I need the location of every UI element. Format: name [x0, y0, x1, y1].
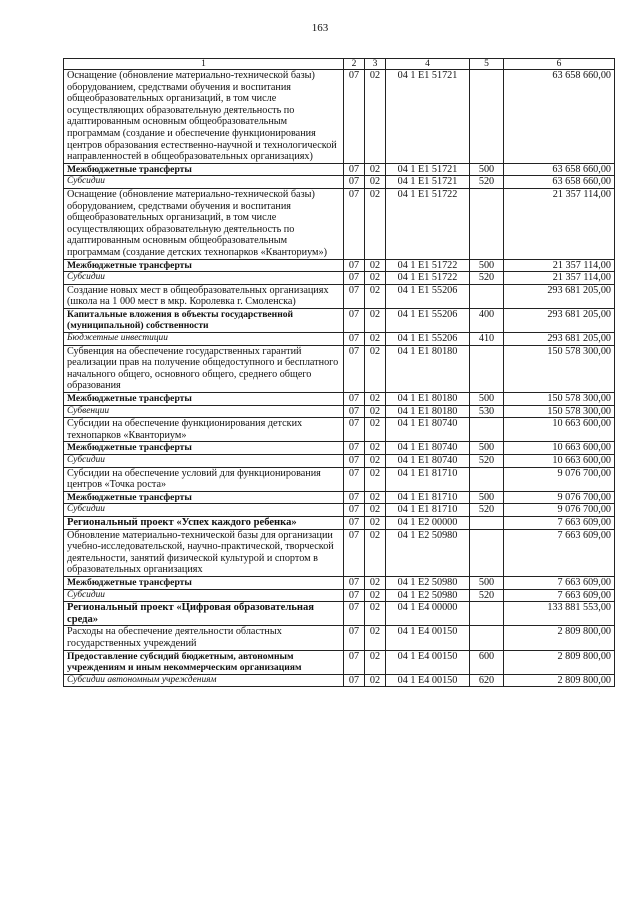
column-header: 6 — [504, 59, 615, 70]
amount-cell: 63 658 660,00 — [504, 163, 615, 176]
row-name-cell: Региональный проект «Цифровая образовательная среда» — [64, 602, 344, 626]
row-name-cell: Капитальные вложения в объекты государственной (муниципальной) собственности — [64, 308, 344, 332]
amount-cell: 293 681 205,00 — [504, 284, 615, 308]
table-row — [64, 674, 615, 687]
amount-cell: 21 357 114,00 — [504, 272, 615, 285]
section-code-cell: 07 — [344, 442, 365, 455]
amount-cell: 63 658 660,00 — [504, 70, 615, 164]
page-number: 163 — [311, 22, 329, 34]
expense-type-cell: 520 — [470, 455, 504, 468]
table-row — [64, 163, 615, 176]
section-code-cell: 07 — [344, 284, 365, 308]
target-article-cell: 04 1 E4 00150 — [386, 626, 470, 650]
amount-cell: 9 076 700,00 — [504, 504, 615, 517]
subsection-code-cell: 02 — [365, 589, 386, 602]
section-code-cell: 07 — [344, 188, 365, 259]
amount-cell: 10 663 600,00 — [504, 418, 615, 442]
expense-type-cell: 410 — [470, 333, 504, 346]
target-article-cell: 04 1 E2 50980 — [386, 529, 470, 576]
subsection-code-cell: 02 — [365, 163, 386, 176]
target-article-cell: 04 1 E1 51722 — [386, 259, 470, 272]
row-name-cell: Субвенции — [64, 405, 344, 418]
target-article-cell: 04 1 E2 50980 — [386, 589, 470, 602]
subsection-code-cell: 02 — [365, 504, 386, 517]
table-row — [64, 405, 615, 418]
row-name-cell: Бюджетные инвестиции — [64, 333, 344, 346]
amount-cell: 2 809 800,00 — [504, 626, 615, 650]
row-name-cell: Межбюджетные трансферты — [64, 491, 344, 504]
column-header: 2 — [344, 59, 365, 70]
column-header: 5 — [470, 59, 504, 70]
amount-cell: 150 578 300,00 — [504, 405, 615, 418]
target-article-cell: 04 1 E1 55206 — [386, 308, 470, 332]
subsection-code-cell: 02 — [365, 393, 386, 406]
row-name-cell: Субвенция на обеспечение государственных гарантий реализации прав на получение общедоступного и бесплатного начального общего, основного общего, среднего общего образования — [64, 345, 344, 392]
row-name-cell: Субсидии на обеспечение условий для функционирования центров «Точка роста» — [64, 467, 344, 491]
section-code-cell: 07 — [344, 491, 365, 504]
subsection-code-cell: 02 — [365, 259, 386, 272]
target-article-cell: 04 1 E1 51721 — [386, 176, 470, 189]
expense-type-cell: 520 — [470, 504, 504, 517]
target-article-cell: 04 1 E1 80180 — [386, 393, 470, 406]
target-article-cell: 04 1 E1 55206 — [386, 333, 470, 346]
subsection-code-cell: 02 — [365, 529, 386, 576]
target-article-cell: 04 1 E1 81710 — [386, 491, 470, 504]
table-row — [64, 626, 615, 650]
amount-cell: 293 681 205,00 — [504, 333, 615, 346]
amount-cell: 293 681 205,00 — [504, 308, 615, 332]
section-code-cell: 07 — [344, 650, 365, 674]
column-header: 3 — [365, 59, 386, 70]
table-row — [64, 491, 615, 504]
subsection-code-cell: 02 — [365, 188, 386, 259]
subsection-code-cell: 02 — [365, 491, 386, 504]
subsection-code-cell: 02 — [365, 442, 386, 455]
subsection-code-cell: 02 — [365, 602, 386, 626]
row-name-cell: Межбюджетные трансферты — [64, 576, 344, 589]
expense-type-cell: 530 — [470, 405, 504, 418]
expense-type-cell: 500 — [470, 442, 504, 455]
section-code-cell: 07 — [344, 674, 365, 687]
expense-type-cell — [470, 467, 504, 491]
table-row — [64, 455, 615, 468]
section-code-cell: 07 — [344, 467, 365, 491]
table-row — [64, 529, 615, 576]
section-code-cell: 07 — [344, 418, 365, 442]
row-name-cell: Оснащение (обновление материально-технической базы) оборудованием, средствами обучения и воспитания общеобразовательных организаций, в том числе осуществляющих образовательную деятельность по адаптированным основным общеобразовательным программам (создание и обеспечение функционирования центров образования естественно-научной и технологической направленностей в общеобразовательных организациях) — [64, 70, 344, 164]
target-article-cell: 04 1 E1 80740 — [386, 442, 470, 455]
target-article-cell: 04 1 E1 81710 — [386, 467, 470, 491]
amount-cell: 133 881 553,00 — [504, 602, 615, 626]
target-article-cell: 04 1 E2 50980 — [386, 576, 470, 589]
expense-type-cell — [470, 418, 504, 442]
expense-type-cell — [470, 626, 504, 650]
expense-type-cell: 500 — [470, 163, 504, 176]
amount-cell: 21 357 114,00 — [504, 259, 615, 272]
expense-type-cell — [470, 516, 504, 529]
target-article-cell: 04 1 E1 80180 — [386, 345, 470, 392]
section-code-cell: 07 — [344, 626, 365, 650]
expense-type-cell: 520 — [470, 176, 504, 189]
subsection-code-cell: 02 — [365, 70, 386, 164]
target-article-cell: 04 1 E1 55206 — [386, 284, 470, 308]
target-article-cell: 04 1 E1 80180 — [386, 405, 470, 418]
expense-type-cell: 500 — [470, 576, 504, 589]
target-article-cell: 04 1 E2 00000 — [386, 516, 470, 529]
subsection-code-cell: 02 — [365, 405, 386, 418]
row-name-cell: Субсидии автономным учреждениям — [64, 674, 344, 687]
table-row — [64, 393, 615, 406]
expense-type-cell: 500 — [470, 393, 504, 406]
column-header: 4 — [386, 59, 470, 70]
subsection-code-cell: 02 — [365, 308, 386, 332]
row-name-cell: Межбюджетные трансферты — [64, 442, 344, 455]
section-code-cell: 07 — [344, 308, 365, 332]
table-row — [64, 589, 615, 602]
table-row — [64, 504, 615, 517]
table-row — [64, 333, 615, 346]
expense-type-cell: 600 — [470, 650, 504, 674]
expense-type-cell — [470, 70, 504, 164]
row-name-cell: Расходы на обеспечение деятельности областных государственных учреждений — [64, 626, 344, 650]
table-row — [64, 418, 615, 442]
subsection-code-cell: 02 — [365, 576, 386, 589]
section-code-cell: 07 — [344, 504, 365, 517]
section-code-cell: 07 — [344, 176, 365, 189]
target-article-cell: 04 1 E1 51722 — [386, 272, 470, 285]
subsection-code-cell: 02 — [365, 674, 386, 687]
amount-cell: 7 663 609,00 — [504, 516, 615, 529]
row-name-cell: Обновление материально-технической базы для организации учебно-исследовательской, научно-практической, творческой деятельности, занятий физической культурой и спортом в образовательных организациях — [64, 529, 344, 576]
subsection-code-cell: 02 — [365, 176, 386, 189]
row-name-cell: Субсидии — [64, 589, 344, 602]
expense-type-cell: 520 — [470, 272, 504, 285]
table-row — [64, 345, 615, 392]
expense-type-cell: 620 — [470, 674, 504, 687]
section-code-cell: 07 — [344, 405, 365, 418]
table-row — [64, 308, 615, 332]
expense-type-cell — [470, 602, 504, 626]
subsection-code-cell: 02 — [365, 467, 386, 491]
table-row — [64, 188, 615, 259]
table-row — [64, 272, 615, 285]
table-row — [64, 442, 615, 455]
expense-type-cell — [470, 284, 504, 308]
column-header: 1 — [64, 59, 344, 70]
table-row — [64, 516, 615, 529]
row-name-cell: Субсидии — [64, 176, 344, 189]
amount-cell: 150 578 300,00 — [504, 393, 615, 406]
target-article-cell: 04 1 E4 00150 — [386, 674, 470, 687]
section-code-cell: 07 — [344, 272, 365, 285]
table-row — [64, 602, 615, 626]
section-code-cell: 07 — [344, 529, 365, 576]
subsection-code-cell: 02 — [365, 455, 386, 468]
row-name-cell: Межбюджетные трансферты — [64, 393, 344, 406]
target-article-cell: 04 1 E1 81710 — [386, 504, 470, 517]
row-name-cell: Создание новых мест в общеобразовательных организациях (школа на 1 000 мест в мкр. Королевка г. Смоленска) — [64, 284, 344, 308]
expense-type-cell: 400 — [470, 308, 504, 332]
section-code-cell: 07 — [344, 259, 365, 272]
amount-cell: 2 809 800,00 — [504, 650, 615, 674]
subsection-code-cell: 02 — [365, 626, 386, 650]
section-code-cell: 07 — [344, 393, 365, 406]
expense-type-cell: 500 — [470, 259, 504, 272]
section-code-cell: 07 — [344, 163, 365, 176]
row-name-cell: Субсидии — [64, 455, 344, 468]
table-row — [64, 467, 615, 491]
expense-type-cell: 520 — [470, 589, 504, 602]
row-name-cell: Предоставление субсидий бюджетным, автономным учреждениям и иным некоммерческим организациям — [64, 650, 344, 674]
section-code-cell: 07 — [344, 602, 365, 626]
table-row — [64, 70, 615, 164]
row-name-cell: Субсидии — [64, 504, 344, 517]
amount-cell: 21 357 114,00 — [504, 188, 615, 259]
table-row — [64, 576, 615, 589]
amount-cell: 150 578 300,00 — [504, 345, 615, 392]
row-name-cell: Субсидии — [64, 272, 344, 285]
expense-type-cell: 500 — [470, 491, 504, 504]
row-name-cell: Региональный проект «Успех каждого ребенка» — [64, 516, 344, 529]
amount-cell: 7 663 609,00 — [504, 589, 615, 602]
subsection-code-cell: 02 — [365, 650, 386, 674]
target-article-cell: 04 1 E1 51721 — [386, 70, 470, 164]
amount-cell: 7 663 609,00 — [504, 576, 615, 589]
target-article-cell: 04 1 E1 51721 — [386, 163, 470, 176]
row-name-cell: Субсидии на обеспечение функционирования детских технопарков «Кванториум» — [64, 418, 344, 442]
amount-cell: 10 663 600,00 — [504, 442, 615, 455]
subsection-code-cell: 02 — [365, 418, 386, 442]
subsection-code-cell: 02 — [365, 272, 386, 285]
expense-type-cell — [470, 188, 504, 259]
target-article-cell: 04 1 E1 80740 — [386, 418, 470, 442]
target-article-cell: 04 1 E1 80740 — [386, 455, 470, 468]
amount-cell: 2 809 800,00 — [504, 674, 615, 687]
amount-cell: 63 658 660,00 — [504, 176, 615, 189]
subsection-code-cell: 02 — [365, 345, 386, 392]
target-article-cell: 04 1 E4 00150 — [386, 650, 470, 674]
subsection-code-cell: 02 — [365, 284, 386, 308]
row-name-cell: Межбюджетные трансферты — [64, 163, 344, 176]
amount-cell: 9 076 700,00 — [504, 491, 615, 504]
section-code-cell: 07 — [344, 589, 365, 602]
amount-cell: 9 076 700,00 — [504, 467, 615, 491]
subsection-code-cell: 02 — [365, 333, 386, 346]
subsection-code-cell: 02 — [365, 516, 386, 529]
table-row — [64, 176, 615, 189]
section-code-cell: 07 — [344, 455, 365, 468]
section-code-cell: 07 — [344, 345, 365, 392]
section-code-cell: 07 — [344, 70, 365, 164]
expense-type-cell — [470, 529, 504, 576]
section-code-cell: 07 — [344, 333, 365, 346]
table-row — [64, 650, 615, 674]
target-article-cell: 04 1 E1 51722 — [386, 188, 470, 259]
row-name-cell: Оснащение (обновление материально-технической базы) оборудованием, средствами обучения и воспитания общеобразовательных организаций, в том числе осуществляющих образовательную деятельность по адаптированным основным общеобразовательным программам (создание детских технопарков «Кванториум») — [64, 188, 344, 259]
budget-table — [63, 58, 615, 687]
section-code-cell: 07 — [344, 516, 365, 529]
expense-type-cell — [470, 345, 504, 392]
table-row — [64, 259, 615, 272]
section-code-cell: 07 — [344, 576, 365, 589]
target-article-cell: 04 1 E4 00000 — [386, 602, 470, 626]
amount-cell: 10 663 600,00 — [504, 455, 615, 468]
table-row — [64, 284, 615, 308]
table-header-row — [64, 59, 615, 70]
amount-cell: 7 663 609,00 — [504, 529, 615, 576]
row-name-cell: Межбюджетные трансферты — [64, 259, 344, 272]
